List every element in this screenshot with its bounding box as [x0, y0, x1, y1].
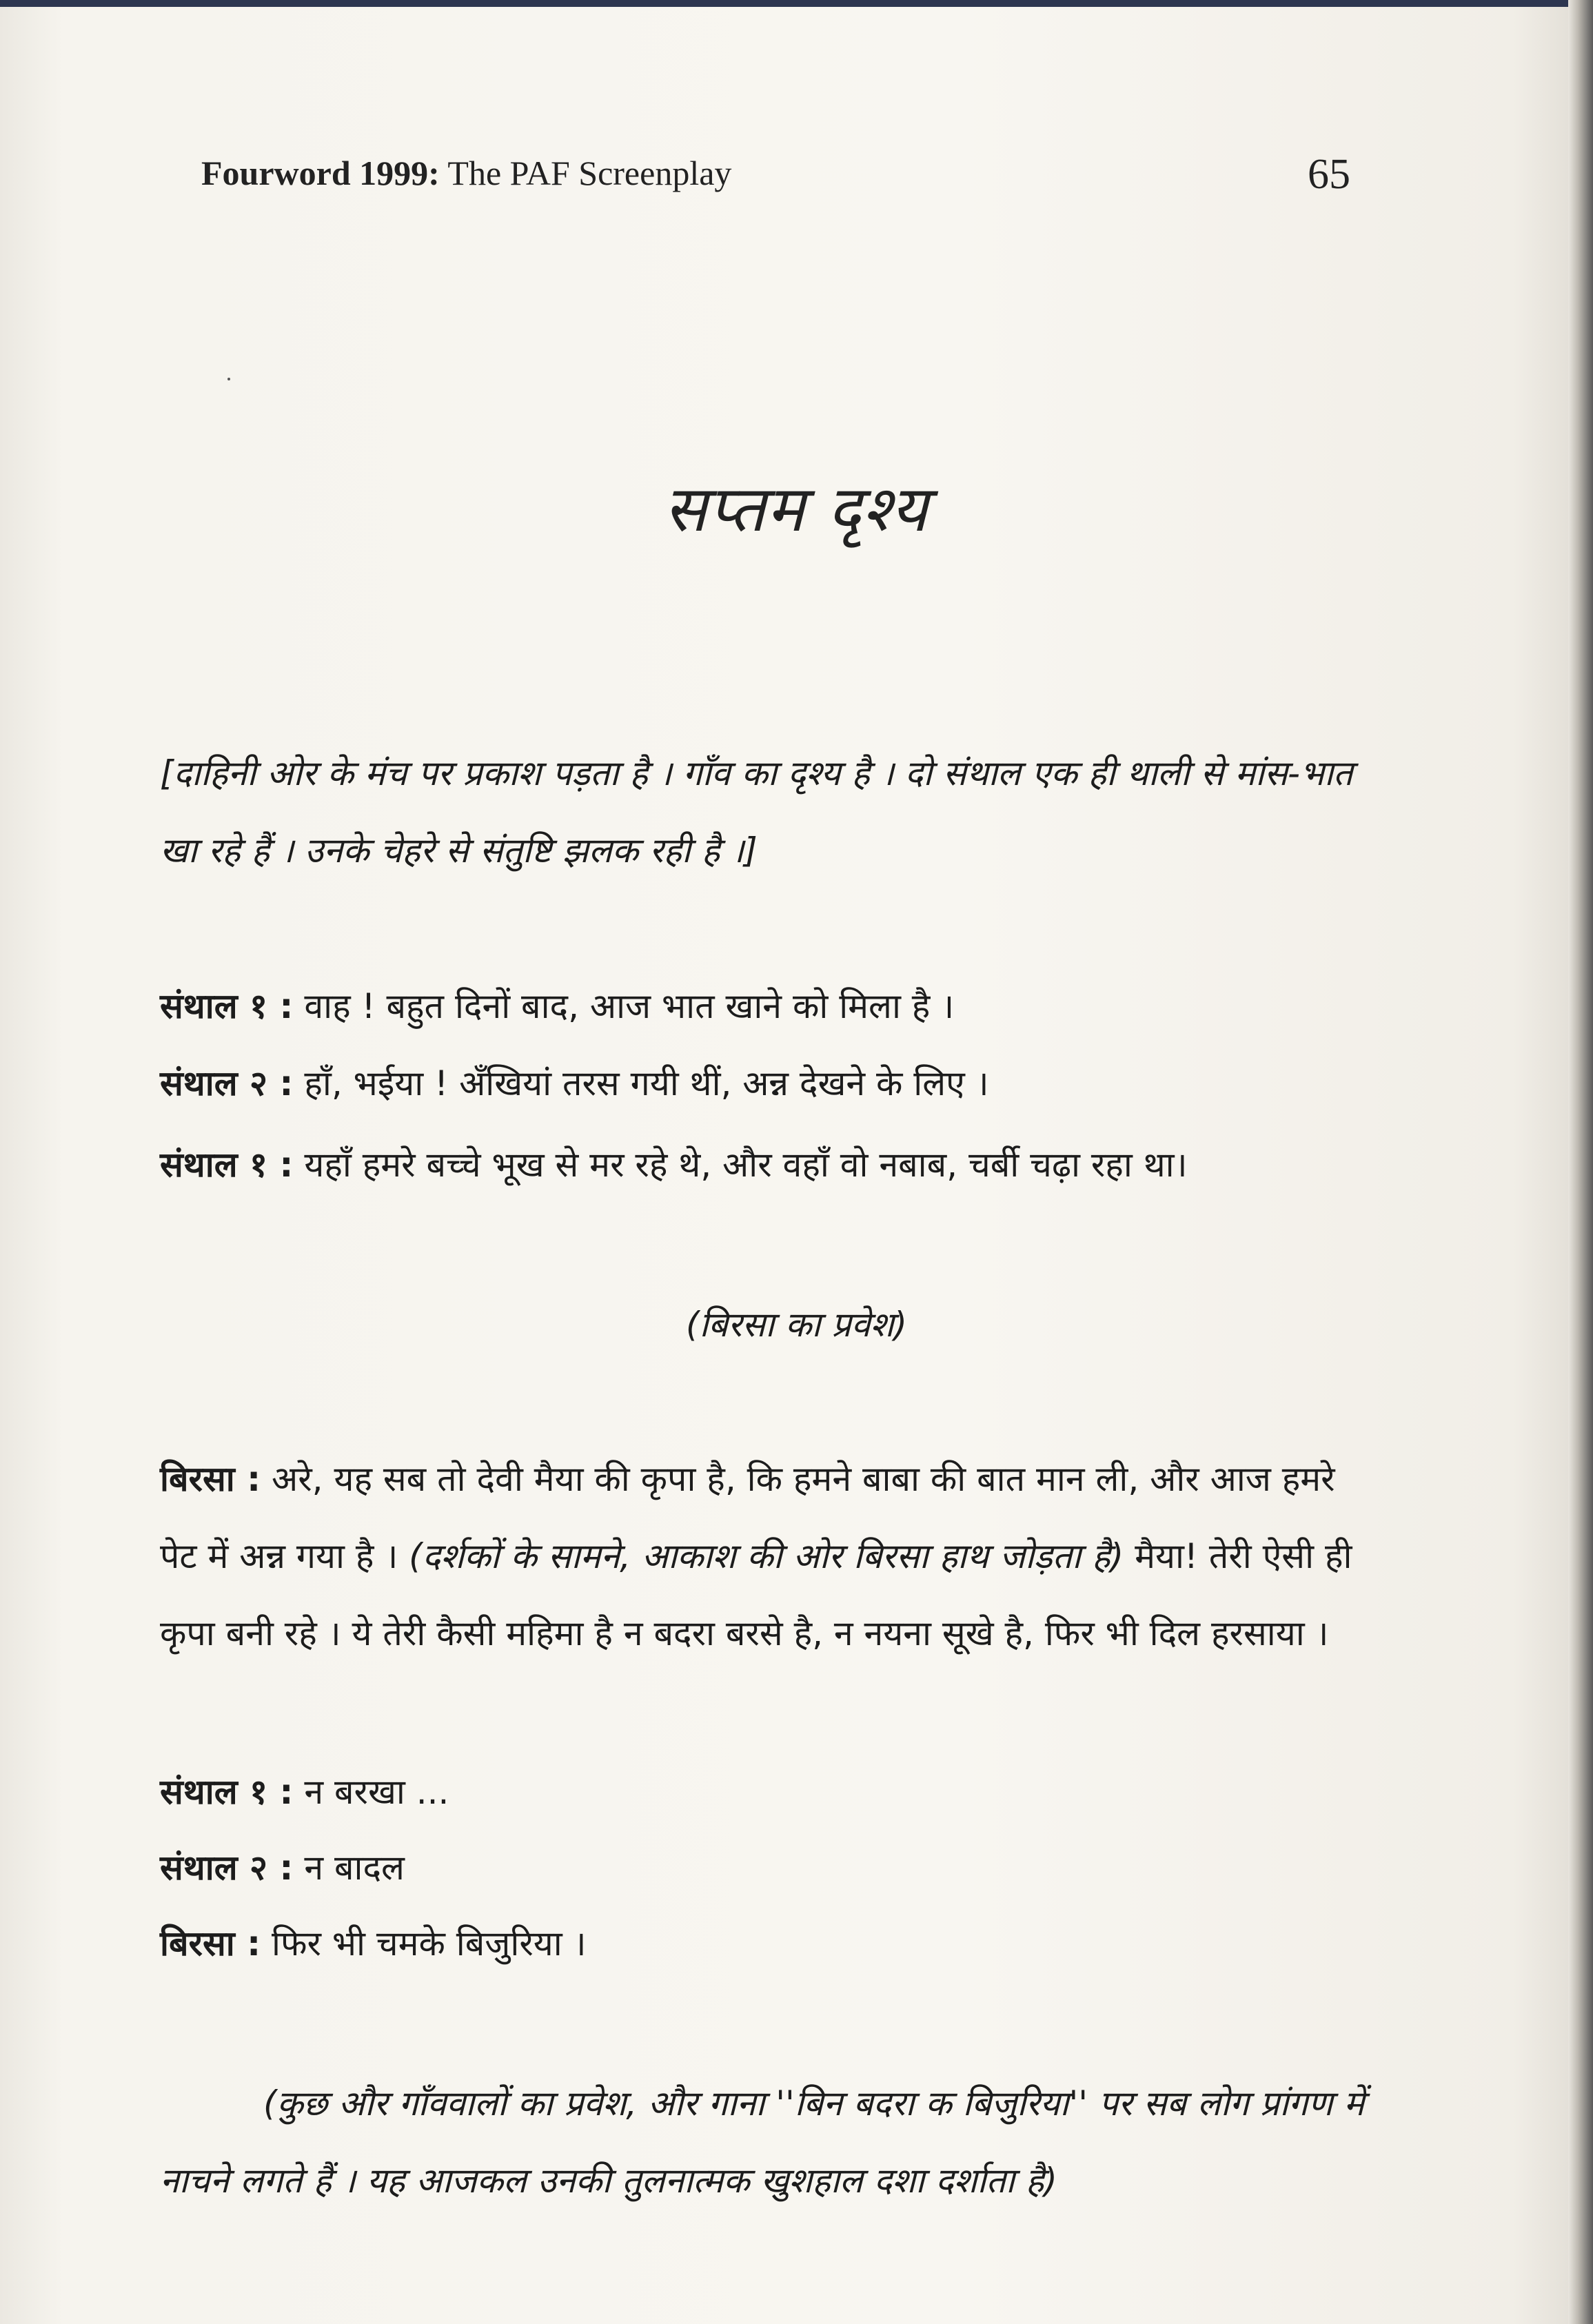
birsa-entry-direction: (बिरसा का प्रवेश)	[685, 1305, 908, 1345]
birsa-speech-text-continued: मैया! तेरी ऐसी ही कृपा बनी रहे । ये तेरी कैसी महिमा है न बदरा बरसे है, न नयना सूखे है, फिर भी दिल हरसाया ।	[160, 1536, 1352, 1653]
dialogue-text: हाँ, भईया ! अँखियां तरस गयी थीं, अन्न देखने के लिए ।	[293, 1063, 989, 1103]
speaker-label: संथाल १ :	[160, 1772, 294, 1812]
scan-top-edge	[0, 0, 1593, 7]
dialogue-line	[160, 1144, 1401, 1185]
scene-title: सप्तम दृश्य	[664, 472, 929, 546]
running-header-bold: Fourword 1999:	[201, 154, 440, 192]
closing-stage-direction: (कुछ और गाँववालों का प्रवेश, और गाना ''बिन बदरा क बिजुरिया'' पर सब लोग प्रांगण में नाचने लगते हैं । यह आजकल उनकी तुलनात्मक खुशहाल दशा दर्शाता है)	[160, 2083, 1365, 2201]
opening-stage-direction: [दाहिनी ओर के मंच पर प्रकाश पड़ता है । गाँव का दृश्य है । दो संथाल एक ही थाली से मांस-भात खा रहे हैं । उनके चेहरे से संतुष्टि झलक रही है ।]	[160, 753, 1353, 870]
scan-speck	[227, 378, 230, 380]
speaker-label: बिरसा :	[160, 1924, 261, 1964]
birsa-speech	[160, 1440, 1373, 1672]
dialogue-line	[160, 986, 1401, 1027]
running-header-rest: The PAF Screenplay	[439, 154, 732, 192]
speaker-label: संथाल २ :	[160, 1848, 294, 1888]
dialogue-text: वाह ! बहुत दिनों बाद, आज भात खाने को मिला है ।	[293, 986, 955, 1026]
page-spine-shadow	[1568, 0, 1593, 2324]
speaker-label: संथाल २ :	[160, 1063, 294, 1103]
dialogue-line	[160, 1771, 1401, 1813]
dialogue-line	[160, 1063, 1401, 1104]
birsa-speech-text: अरे, यह सब तो देवी मैया की कृपा है, कि हमने बाबा की बात मान ली, और आज हमरे पेट में अन्न गया है ।	[160, 1459, 1335, 1576]
dialogue-text: न बरखा ...	[293, 1772, 449, 1812]
running-header	[201, 153, 731, 193]
dialogue-line	[160, 1923, 1401, 1964]
dialogue-text: फिर भी चमके बिजुरिया ।	[261, 1924, 587, 1964]
speaker-label: संथाल १ :	[160, 986, 294, 1026]
speaker-label: बिरसा :	[160, 1459, 261, 1499]
birsa-gesture-direction: (दर्शकों के सामने, आकाश की ओर बिरसा हाथ जोड़ता है)	[409, 1536, 1124, 1576]
speaker-label: संथाल १ :	[160, 1145, 294, 1185]
dialogue-text: न बादल	[293, 1848, 405, 1888]
dialogue-line	[160, 1847, 1401, 1888]
page-number: 65	[1308, 151, 1350, 198]
dialogue-text: यहाँ हमरे बच्चे भूख से मर रहे थे, और वहाँ वो नबाब, चर्बी चढ़ा रहा था।	[293, 1145, 1188, 1185]
